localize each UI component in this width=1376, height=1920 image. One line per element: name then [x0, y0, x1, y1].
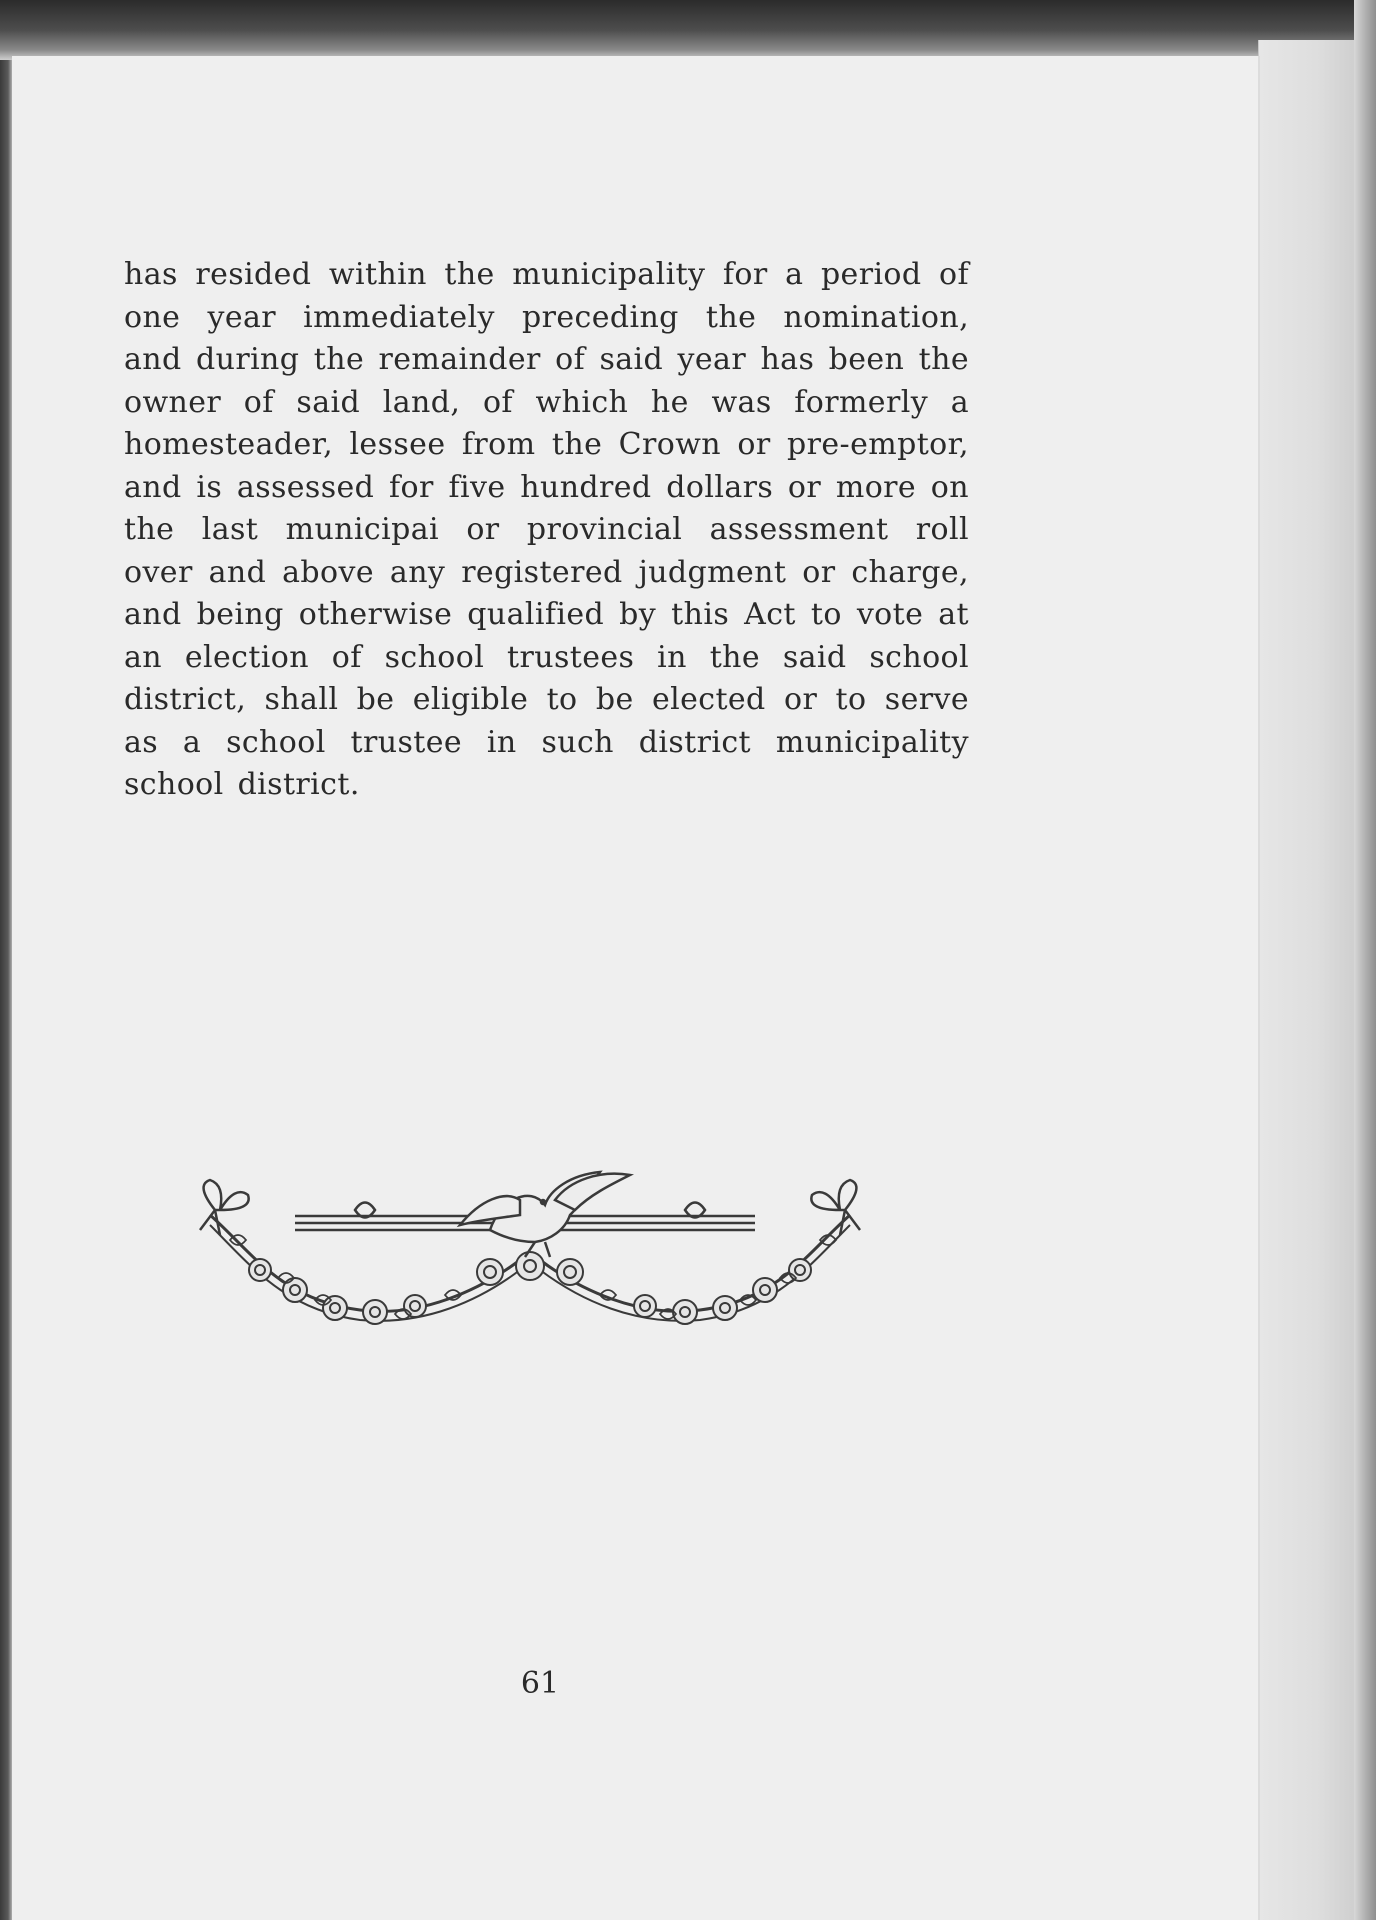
garland-dove-ornament-icon	[190, 1170, 870, 1340]
underlying-page-edge	[1258, 40, 1355, 1920]
scan-top-edge	[0, 0, 1376, 60]
page-number: 61	[520, 1666, 560, 1701]
scan-right-edge	[1354, 0, 1376, 1920]
ornament-dove	[460, 1172, 630, 1257]
body-paragraph: has resided within the municipality for a period of one year immediately preceding the nomination, and during the remainder of said year has been the owner of said land, of which he was formerly a homesteader, lessee from the Crown or pre-emptor, and is assessed for five hundred dollars or more on the last municipai or provincial assessment roll over and above any registered judgment or charge, and being otherwise qualified by this Act to vote at an election of school trustees in the said school district, shall be eligible to be elected or to serve as a school trustee in such district municipality school district.	[124, 257, 969, 802]
ornament-roses	[249, 1252, 811, 1324]
